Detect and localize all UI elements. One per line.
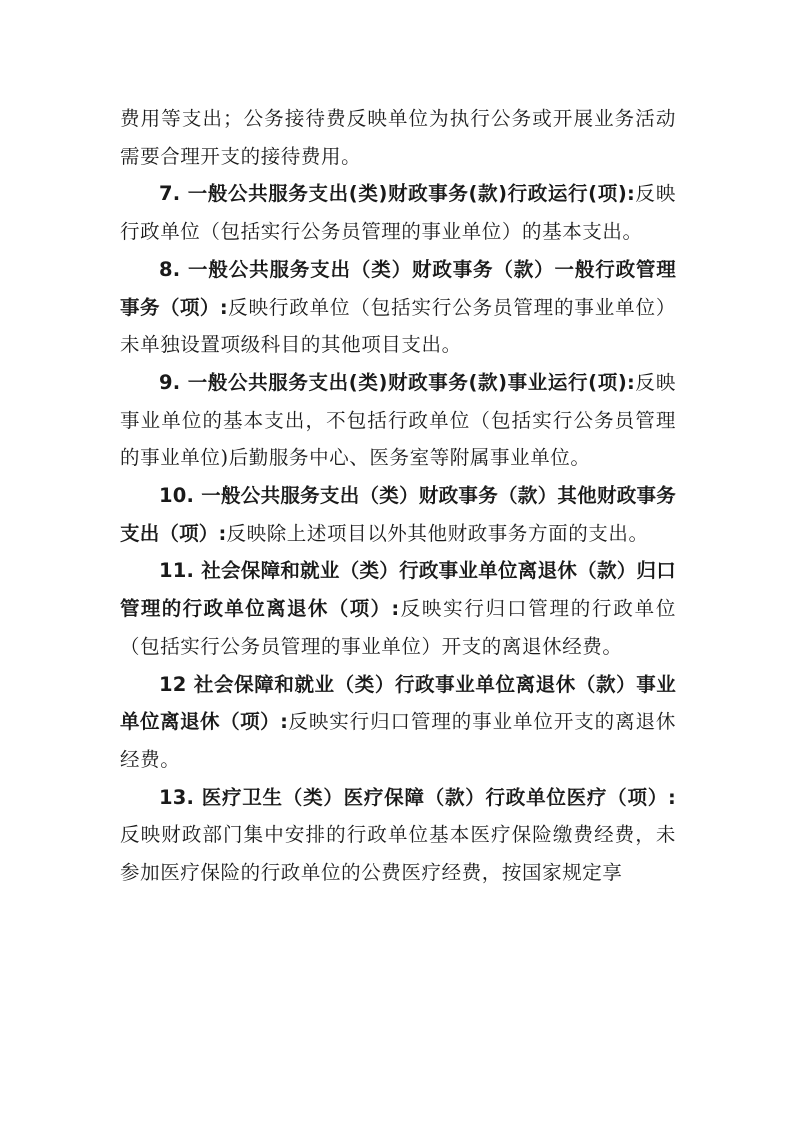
item-body: 反映除上述项目以外其他财政事务方面的支出。 [226,521,649,545]
item-heading: 9. 一般公共服务支出(类)财政事务(款)事业运行(项): [159,370,635,394]
paragraph-item-11 [120,552,676,665]
item-heading: 11. 社会保障和就业（类）行政事业单位离退休（款）归口管理的行政单位离退休（项）: [120,559,676,621]
item-heading: 8. 一般公共服务支出（类）财政事务（款）一般行政管理事务（项）: [120,257,676,319]
paragraph-body: 费用等支出；公务接待费反映单位为执行公务或开展业务活动需要合理开支的接待费用。 [120,107,676,168]
paragraph-item-12 [120,666,676,779]
item-body: 反映行政单位（包括实行公务员管理的事业单位）未单独设置项级科目的其他项目支出。 [120,295,677,357]
item-body: 反映实行归口管理的行政单位（包括实行公务员管理的事业单位）开支的离退休经费。 [120,597,676,658]
paragraph-item-10 [120,477,676,552]
item-body: 反映行政单位（包括实行公务员管理的事业单位）的基本支出。 [120,182,677,244]
item-body: 反映事业单位的基本支出，不包括行政单位（包括实行公务员管理的事业单位)后勤服务中心、医务室等附属事业单位。 [120,370,677,470]
document-body [120,100,676,892]
item-body: 反映实行归口管理的事业单位开支的离退休经费。 [120,710,676,771]
item-heading: 10. 一般公共服务支出（类）财政事务（款）其他财政事务支出（项）: [120,484,676,545]
item-heading: 12 社会保障和就业（类）行政事业单位离退休（款）事业单位离退休（项）: [120,672,676,734]
item-heading: 7. 一般公共服务支出(类)财政事务(款)行政运行(项): [159,182,635,206]
paragraph-item-7 [120,175,676,250]
paragraph-item-9 [120,364,676,477]
item-heading: 13. 医疗卫生（类）医疗保障（款）行政单位医疗（项）: [159,785,676,809]
paragraph-continuation [120,100,676,175]
paragraph-item-13 [120,779,676,892]
paragraph-item-8 [120,251,676,364]
item-body: 反映财政部门集中安排的行政单位基本医疗保险缴费经费，未参加医疗保险的行政单位的公费医疗经费，按国家规定享 [120,823,676,885]
